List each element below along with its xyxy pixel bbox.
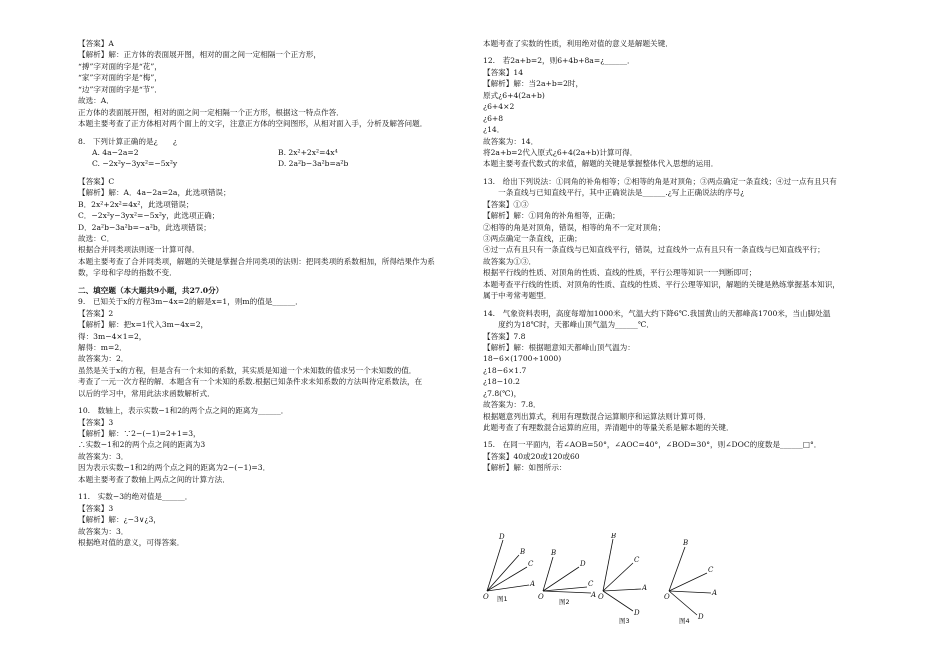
q8-options-row-1 xyxy=(78,147,470,158)
text-line: 属于中考常考题型． xyxy=(483,291,552,301)
fig4-label-b: B xyxy=(683,539,689,547)
text-line: 【解析】解：当2a+b=2时， xyxy=(483,79,584,89)
text-line: 虽然是关于x的方程，但是含有一个未知的系数，其实质是知道一个未知数的值求另一个未知数的值． xyxy=(78,365,417,375)
text-line: 根据绝对值的意义，可得答案． xyxy=(78,537,185,547)
text-line: 故答案为①③． xyxy=(483,256,537,266)
text-line: 以后的学习中，常用此法求函数解析式． xyxy=(78,388,215,398)
text-line: ∴实数−1和2的两个点之间的距离为3 xyxy=(78,440,206,450)
text-line: 故答案为：7.8． xyxy=(483,400,541,410)
figure-1 xyxy=(483,533,535,603)
text-line: “家”字对面的字是“梅”， xyxy=(78,73,162,83)
text-line: C．−2x²y−3yx²=−5x²y，此选项正确； xyxy=(78,211,220,221)
fig4-label-o: O xyxy=(664,593,670,601)
text-line: 【解析】解：把x=1代入3m−4x=2， xyxy=(78,320,209,330)
fig3-label-b: B xyxy=(611,533,617,540)
fig1-label-o: O xyxy=(483,593,489,601)
text-line: ¿6+8 xyxy=(483,113,504,123)
text-line: 本题考查了实数的性质，利用绝对值的意义是解题关键． xyxy=(483,39,673,48)
text-line: 故答案为：3． xyxy=(78,451,129,461)
text-line: 【答案】2 xyxy=(78,308,114,318)
fig3-label-c: C xyxy=(634,556,640,564)
fig2-label-c: C xyxy=(588,580,594,588)
fig4-label-a: A xyxy=(712,589,718,597)
fig3-label-a: A xyxy=(642,584,648,592)
fig1-label-a: A xyxy=(530,580,536,588)
fig4-label-c: C xyxy=(708,566,714,574)
fig3-label-d: D xyxy=(634,609,640,617)
text-line: 正方体的表面展开图，相对的面之间一定相隔一个正方形，根据这一特点作答． xyxy=(78,107,344,117)
text-line: 解得：m=2． xyxy=(78,342,127,352)
text-line: 8. 下列计算正确的是¿ ¿ xyxy=(78,136,177,146)
q8-options-row-2 xyxy=(78,158,470,169)
text-line: 12. 若2a+b=2，则6+4b+8a=¿______． xyxy=(483,56,635,66)
text-line: 将2a+b=2代入原式¿6+4(2a+b)计算可得． xyxy=(483,147,638,157)
text-line: 故答案为：3． xyxy=(78,526,129,536)
text-line: 因为表示实数−1和2的两个点之间的距离为2−(−1)=3． xyxy=(78,463,271,473)
text-line: 【解析】解：①同角的补角相等，正确； xyxy=(483,211,620,221)
text-line: 14. 气象资料表明，高度每增加1000米，气温大约下降6℃.我国黄山的天都峰高1700米，当山脚处温 xyxy=(483,308,831,318)
text-line: 度约为18℃时，天都峰山顶气温为______℃． xyxy=(483,320,654,330)
text-line: ¿18−10.2 xyxy=(483,377,521,387)
text-line: 【解析】解：¿−3∨¿3， xyxy=(78,515,161,525)
q8-option-a: A. 4a−2a=2 xyxy=(92,147,139,157)
text-line: 二、填空题（本大题共9小题，共27.0分） xyxy=(78,285,224,295)
text-line: 故选：A． xyxy=(78,96,114,106)
text-line: 根据平行线的性质、对顶角的性质、直线的性质，平行公理等知识一一判断即可； xyxy=(483,268,757,278)
q8-option-b: B. 2x²+2x²=4x⁴ xyxy=(278,147,338,157)
text-line: 此题考查了有理数混合运算的应用，弄清题中的等量关系是解本题的关键． xyxy=(483,423,734,432)
text-line: 【答案】A xyxy=(78,39,114,48)
text-line: 【解析】解：如图所示： xyxy=(483,463,567,473)
angle-figures xyxy=(483,533,743,633)
text-line: 本题主要考查了数轴上两点之间的计算方法． xyxy=(78,474,230,484)
text-line: B．2x²+2x²=4x²，此选项错误； xyxy=(78,199,194,209)
text-line: 故选：C． xyxy=(78,234,115,243)
right-column xyxy=(483,38,875,474)
fig2-label-b: B xyxy=(551,549,557,557)
text-line: “搏”字对面的字是“花”， xyxy=(78,61,162,71)
fig1-caption: 图1 xyxy=(497,595,508,603)
text-line: 一条直线与已知直线平行，其中正确说法是______.¿写上正确说法的序号¿ xyxy=(483,188,745,198)
text-line: 11. 实数−3的绝对值是______． xyxy=(78,492,193,502)
text-line: 【答案】C xyxy=(78,176,115,186)
fig2-caption: 图2 xyxy=(559,598,570,606)
text-line: 【答案】3 xyxy=(78,417,114,427)
left-column xyxy=(78,38,470,548)
text-line: D．2a²b−3a²b=−a²b，此选项错误； xyxy=(78,222,211,232)
figure-2 xyxy=(538,549,596,606)
text-line: ¿7.8(℃)， xyxy=(483,388,522,398)
text-line: 15. 在同一平面内，若∠AOB=50°，∠AOC=40°，∠BOD=30°，则∠DOC的度数是______□°． xyxy=(483,440,822,450)
q8-option-d: D. 2a²b−3a²b=a²b xyxy=(278,159,349,169)
text-line: 根据合并同类项法则逐一计算可得． xyxy=(78,245,200,255)
text-line: 故答案为：14． xyxy=(483,136,539,146)
text-line: 【答案】①③ xyxy=(483,199,529,209)
text-line: 根据题意列出算式，利用有理数混合运算顺序和运算法则计算可得． xyxy=(483,411,711,421)
text-line: 本题考查平行线的性质、对顶角的性质、直线的性质、平行公理等知识，解题的关键是熟练掌握基本知识， xyxy=(483,279,840,289)
figure-4 xyxy=(664,539,717,625)
text-line: ④过一点有且只有一条直线与已知直线平行，错误，过直线外一点有且只有一条直线与已知直线平行； xyxy=(483,245,825,255)
figure-3 xyxy=(598,533,647,625)
text-line: 数，字母和字母的指数不变． xyxy=(78,268,177,278)
text-line: ③两点确定一条直线，正确； xyxy=(483,234,582,243)
text-line: “边”字对面的字是“节”． xyxy=(78,84,162,94)
fig1-label-b: B xyxy=(520,548,526,556)
text-line: 本题主要考查代数式的求值，解题的关键是掌握整体代入思想的运用． xyxy=(483,159,719,169)
fig3-label-o: O xyxy=(598,593,604,601)
text-line: ②相等的角是对顶角，错误，相等的角不一定对顶角； xyxy=(483,222,666,232)
text-line: 13. 给出下列说法：①同角的补角相等；②相等的角是对顶角；③两点确定一条直线；④过一点有且只有 xyxy=(483,176,837,186)
fig1-label-d: D xyxy=(499,533,505,541)
text-line: 10. 数轴上，表示实数−1和2的两个点之间的距离为______． xyxy=(78,406,289,416)
fig3-caption: 图3 xyxy=(619,617,630,625)
text-line: 考查了一元一次方程的解．本题含有一个未知的系数.根据已知条件求未知系数的方法叫待定系数法，在 xyxy=(78,377,423,387)
text-line: 18−6×(1700÷1000) xyxy=(483,354,562,364)
text-line: ¿6+4×2 xyxy=(483,102,515,112)
text-line: 【解析】解：A．4a−2a=2a，此选项错误； xyxy=(78,188,231,198)
text-line: 本题主要考查了合并同类项，解题的关键是掌握合并同类项的法则：把同类项的系数相加，所得结果作为系 xyxy=(78,256,435,266)
text-line: ¿14． xyxy=(483,125,505,135)
fig4-caption: 图4 xyxy=(679,617,690,625)
text-line: 【答案】7.8 xyxy=(483,331,526,341)
text-line: ¿18−6×1.7 xyxy=(483,365,527,375)
text-line: 故答案为：2． xyxy=(78,354,129,364)
text-line: 本题主要考查了正方体相对两个面上的文字，注意正方体的空间图形，从相对面入手，分析及解答问题． xyxy=(78,119,428,129)
text-line: 【解析】解：正方体的表面展开图，相对的面之间一定相隔一个正方形， xyxy=(78,50,321,60)
text-line: 【解析】解：根据题意知天都峰山顶气温为： xyxy=(483,342,635,352)
text-line: 原式¿6+4(2a+b) xyxy=(483,90,545,100)
fig2-label-o: O xyxy=(538,593,544,601)
fig2-label-a: A xyxy=(591,591,597,599)
text-line: 【答案】14 xyxy=(483,67,524,77)
fig4-label-d: D xyxy=(698,613,704,621)
fig2-label-d: D xyxy=(580,560,586,568)
text-line: 【答案】3 xyxy=(78,503,114,513)
text-line: 【解析】解：∵2−(−1)=2+1=3， xyxy=(78,429,201,438)
q8-option-c: C. −2x²y−3yx²=−5x²y xyxy=(92,159,178,169)
text-line: 9. 已知关于x的方程3m−4x=2的解是x=1，则m的值是______． xyxy=(78,297,303,307)
text-line: 得：3m−4×1=2， xyxy=(78,331,147,341)
text-line: 【答案】40或20或120或60 xyxy=(483,451,580,461)
fig1-label-c: C xyxy=(528,560,534,568)
